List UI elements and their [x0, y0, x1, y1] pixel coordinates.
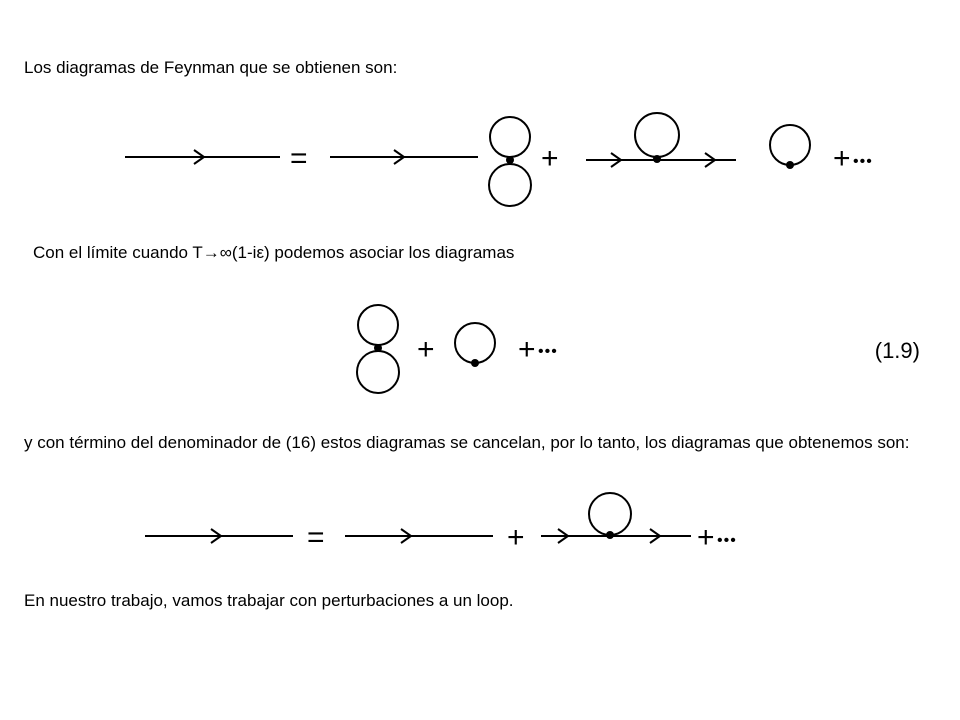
- single-loop-vacuum: [770, 125, 810, 169]
- equation-number: (1.9): [874, 338, 920, 363]
- plus-sign: +: [541, 142, 559, 175]
- propagator-lhs: [145, 529, 293, 543]
- closing-paragraph: En nuestro trabajo, vamos trabajar con perturbaciones a un loop.: [24, 591, 514, 610]
- ellipsis-dots: •••: [853, 153, 873, 170]
- plus-sign: +: [417, 333, 435, 366]
- plus-sign: +: [507, 521, 525, 554]
- propagator-with-tadpole: [586, 113, 736, 167]
- plus-sign: +: [833, 142, 851, 175]
- feynman-full-expansion-diagram: [0, 105, 960, 215]
- equals-sign: =: [290, 142, 308, 175]
- equals-sign: =: [307, 521, 325, 554]
- cancellation-paragraph: y con término del denominador de (16) estos diagramas se cancelan, por lo tanto, los diagramas que obtenemos son:: [24, 433, 910, 452]
- propagator-lhs: [125, 150, 280, 164]
- propagator-rhs: [330, 150, 478, 164]
- figure-eight-vacuum: [489, 117, 531, 206]
- propagator-with-tadpole: [541, 493, 691, 543]
- vacuum-bubbles-diagram: [0, 296, 960, 396]
- single-loop-vacuum: [455, 323, 495, 367]
- intro-paragraph: Los diagramas de Feynman que se obtienen son:: [24, 58, 398, 77]
- plus-sign: +: [518, 333, 536, 366]
- ellipsis-dots: •••: [717, 532, 737, 549]
- figure-eight-vacuum: [357, 305, 399, 393]
- limit-paragraph: Con el límite cuando T→∞(1-iε) podemos asociar los diagramas: [33, 243, 515, 262]
- ellipsis-dots: •••: [538, 343, 558, 360]
- plus-sign: +: [697, 521, 715, 554]
- one-loop-result-diagram: [0, 494, 960, 564]
- propagator-rhs: [345, 529, 493, 543]
